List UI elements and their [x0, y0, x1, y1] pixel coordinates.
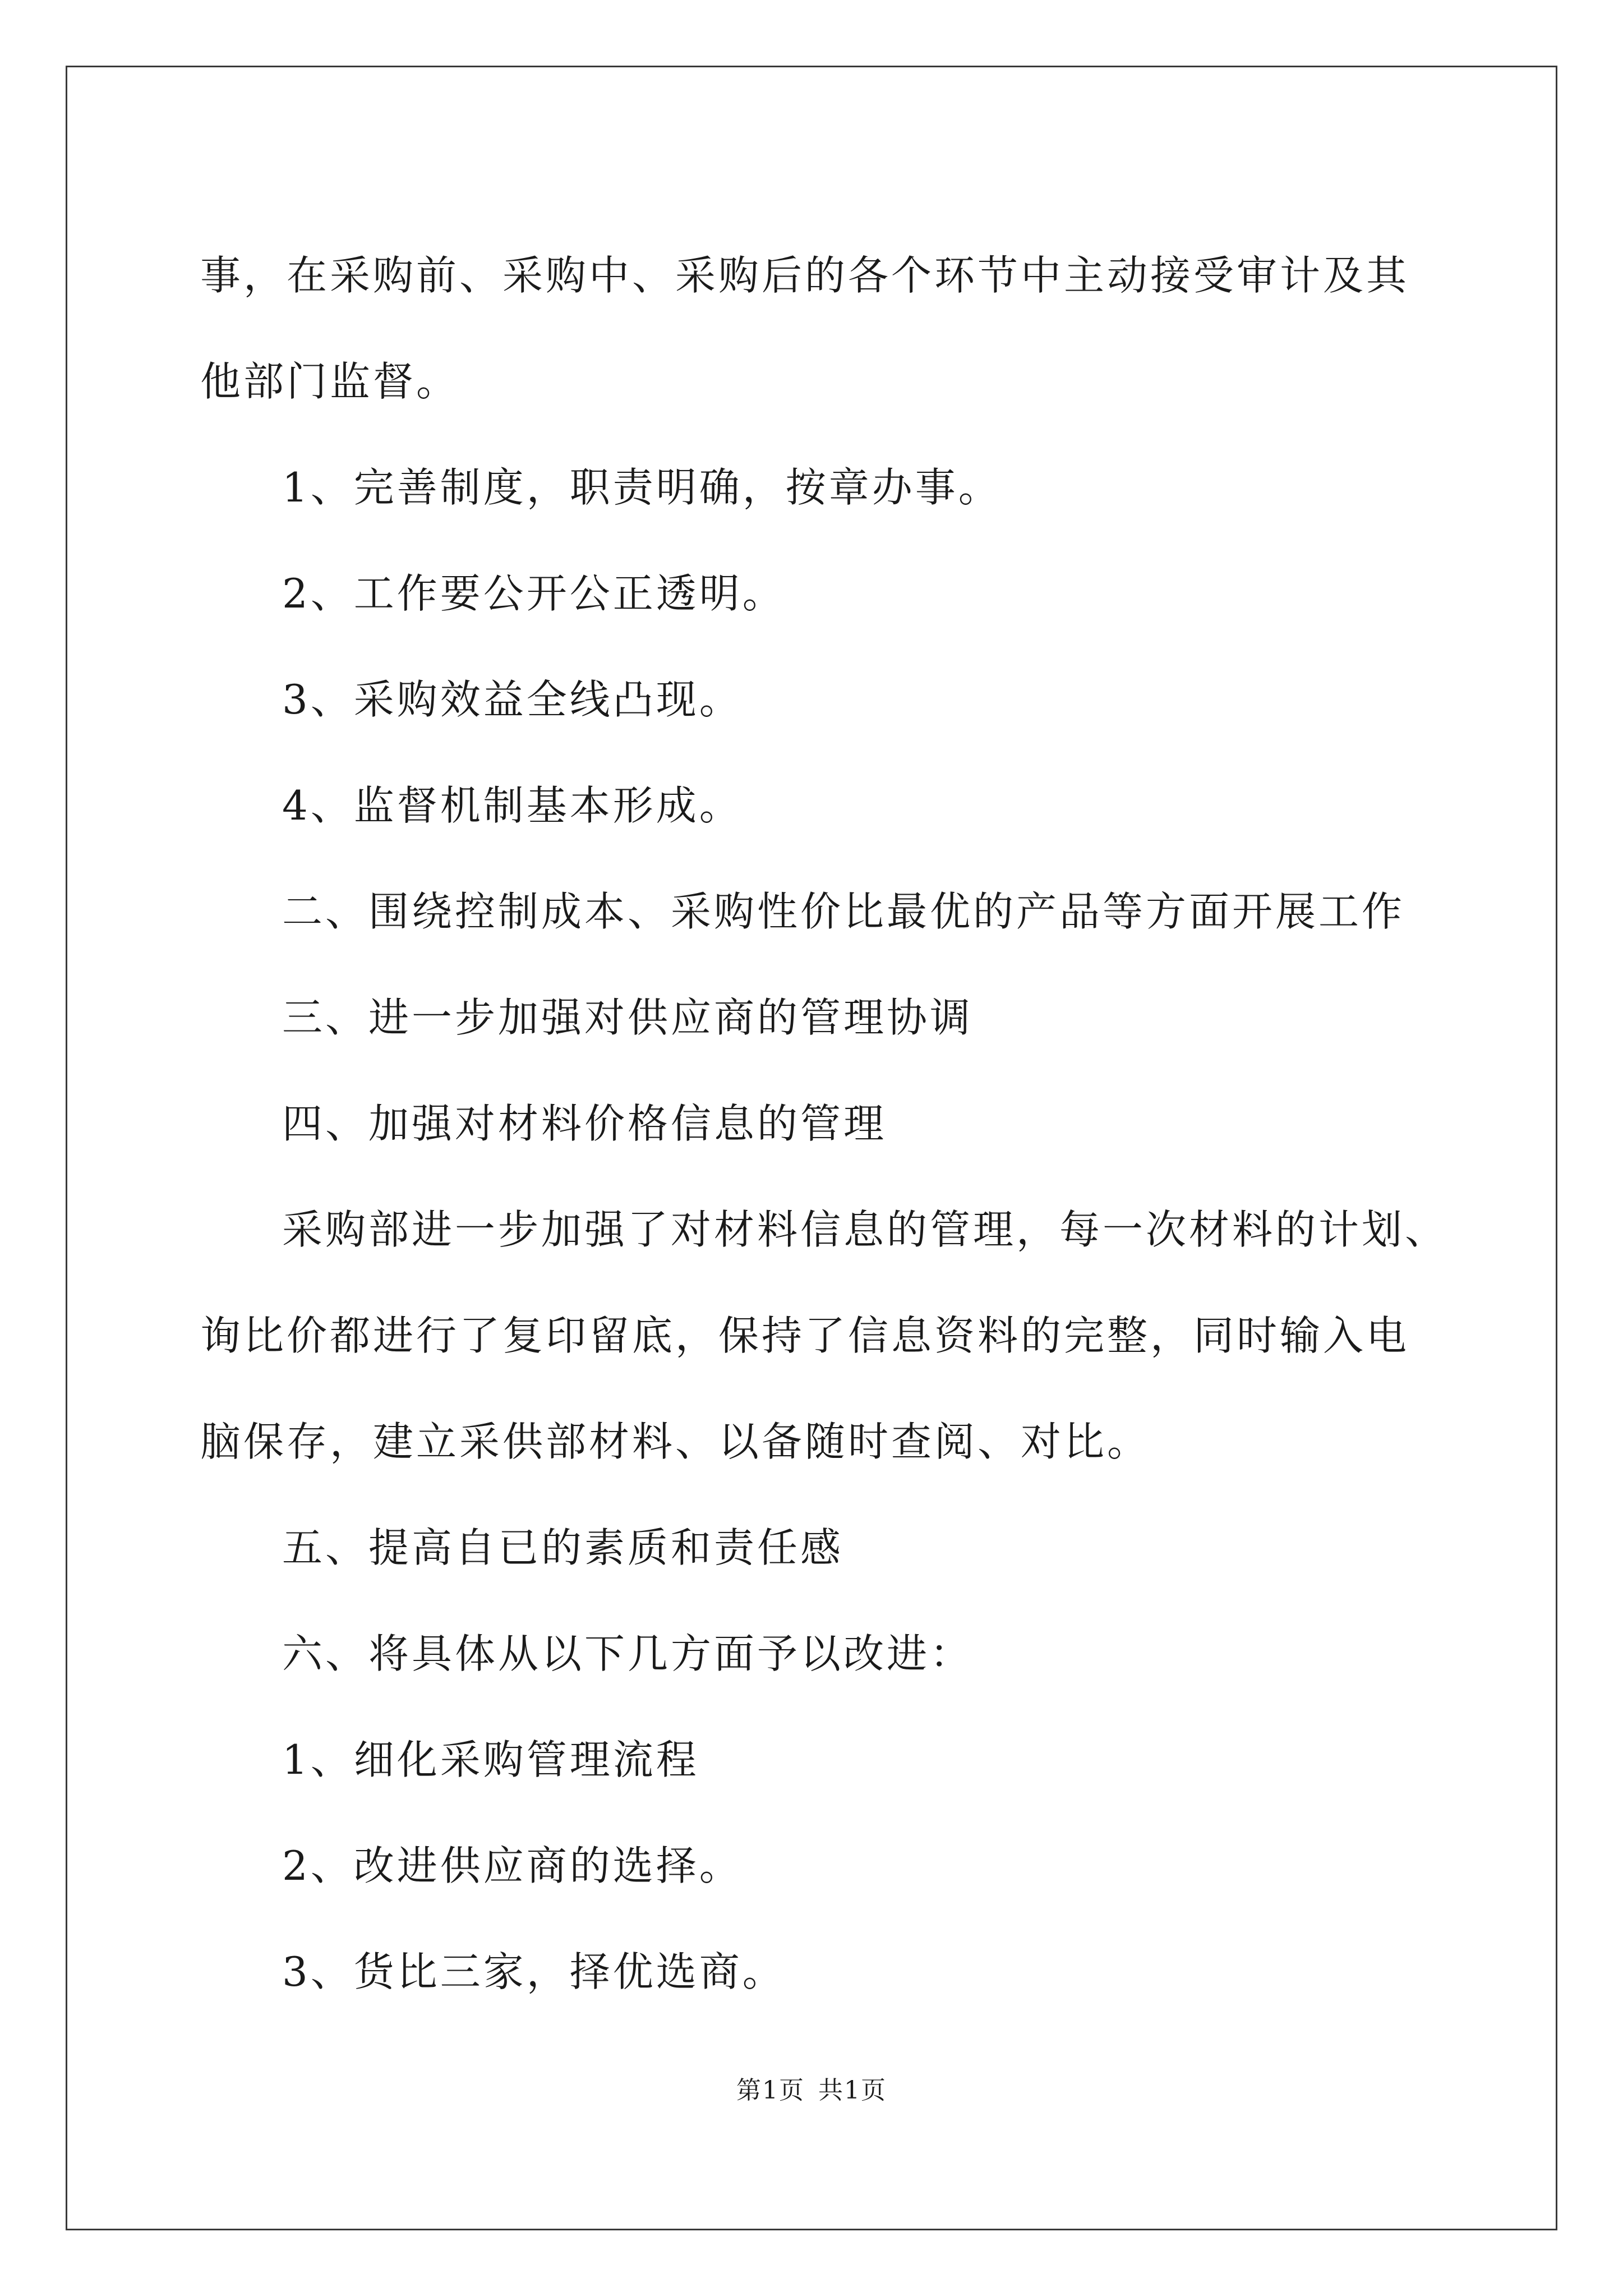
section-heading-2: 二、围绕控制成本、采购性价比最优的产品等方面开展工作	[282, 888, 1405, 935]
list-item-1: 1、完善制度，职责明确，按章办事。	[282, 464, 1002, 511]
improvement-item-1: 1、细化采购管理流程	[282, 1736, 699, 1783]
section-heading-5: 五、提高自已的素质和责任感	[282, 1524, 844, 1571]
list-item-4: 4、监督机制基本形成。	[282, 782, 743, 829]
list-item-2: 2、工作要公开公正透明。	[282, 570, 786, 617]
section-heading-6: 六、将具体从以下几方面予以改进：	[282, 1630, 974, 1677]
paragraph-continuation: 事，在采购前、采购中、采购后的各个环节中主动接受审计及其他部门监督。	[200, 252, 1410, 405]
page-number: 第1页	[736, 2076, 805, 2105]
section-heading-3: 三、进一步加强对供应商的管理协调	[282, 994, 974, 1041]
document-body	[200, 223, 1451, 2025]
improvement-item-2: 2、改进供应商的选择。	[282, 1842, 743, 1889]
list-item-3: 3、采购效益全线凸现。	[282, 676, 743, 723]
page-footer	[0, 2070, 1623, 2106]
body-paragraph: 采购部进一步加强了对材料信息的管理，每一次材料的计划、询比价都进行了复印留底，保持了信息资料的完整，同时输入电脑保存，建立采供部材料、以备随时查阅、对比。	[200, 1206, 1449, 1465]
page-total: 共1页	[818, 2076, 887, 2105]
section-heading-4: 四、加强对材料价格信息的管理	[282, 1100, 887, 1147]
improvement-item-3: 3、货比三家，择优选商。	[282, 1948, 786, 1995]
